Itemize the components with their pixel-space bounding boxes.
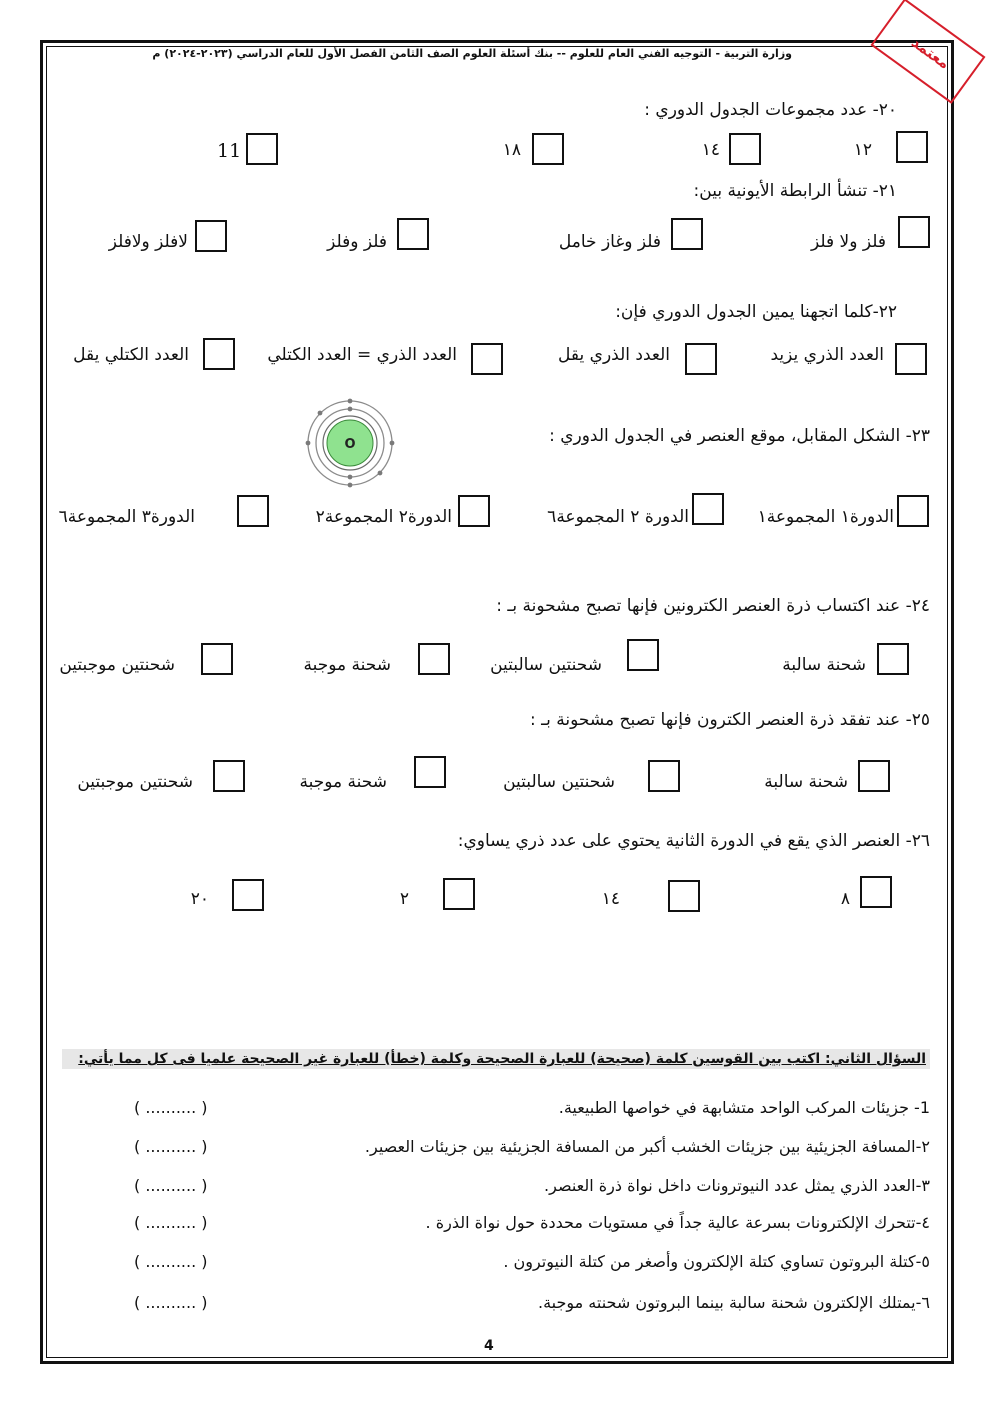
q25-option1-label: شحنة سالبة xyxy=(764,772,848,792)
q25-option3-checkbox[interactable] xyxy=(414,756,446,788)
statement-1-answer-blank[interactable]: ( .......... ) xyxy=(134,1098,208,1117)
q26-option2-label: ١٤ xyxy=(601,889,620,909)
statement-2-answer-blank[interactable]: ( .......... ) xyxy=(134,1137,208,1156)
q21-option3-label: فلز وفلز xyxy=(327,232,387,252)
question-26: ٢٦- العنصر الذي يقع في الدورة الثانية يحتوي على عدد ذري يساوي: xyxy=(457,831,930,851)
q24-option4-checkbox[interactable] xyxy=(201,643,233,675)
statement-3-answer-blank[interactable]: ( .......... ) xyxy=(134,1176,208,1195)
q23-option2-checkbox[interactable] xyxy=(692,493,724,525)
q23-option4-label: الدورة٣ المجموعة٦ xyxy=(58,507,195,527)
q24-option2-checkbox[interactable] xyxy=(627,639,659,671)
question-23: ٢٣- الشكل المقابل، موقع العنصر في الجدول الدوري : xyxy=(549,426,930,446)
q26-option3-label: ٢ xyxy=(399,889,409,909)
q25-option4-checkbox[interactable] xyxy=(213,760,245,792)
q22-option1-label: العدد الذري يزيد xyxy=(770,345,884,365)
page-number: 4 xyxy=(484,1338,494,1354)
q24-option3-checkbox[interactable] xyxy=(418,643,450,675)
q23-option1-label: الدورة١ المجموعة١ xyxy=(757,507,894,527)
q20-option3-checkbox[interactable] xyxy=(532,133,564,165)
q21-option1-checkbox[interactable] xyxy=(898,216,930,248)
statement-5: ٥-كتلة البروتون تساوي كتلة الإلكترون وأصغر من كتلة النيوترون . xyxy=(503,1252,930,1271)
q22-option2-label: العدد الذري يقل xyxy=(558,345,670,365)
q22-option4-checkbox[interactable] xyxy=(203,338,235,370)
question-20: ٢٠- عدد مجموعات الجدول الدوري : xyxy=(644,100,897,120)
q20-option2-checkbox[interactable] xyxy=(729,133,761,165)
q24-option1-checkbox[interactable] xyxy=(877,643,909,675)
statement-4-answer-blank[interactable]: ( .......... ) xyxy=(134,1213,208,1232)
electron xyxy=(318,411,323,416)
electron xyxy=(378,471,383,476)
statement-5-answer-blank[interactable]: ( .......... ) xyxy=(134,1252,208,1271)
electron xyxy=(348,475,353,480)
q20-option3-label: ١٨ xyxy=(502,140,521,160)
electron xyxy=(348,399,353,404)
q26-option3-checkbox[interactable] xyxy=(443,878,475,910)
statement-6: ٦-يمتلك الإلكترون شحنة سالبة بينما البروتون شحنته موجبة. xyxy=(538,1293,930,1312)
q24-option3-label: شحنة موجبة xyxy=(303,655,391,675)
q22-option1-checkbox[interactable] xyxy=(895,343,927,375)
q26-option4-checkbox[interactable] xyxy=(232,879,264,911)
question-21: ٢١- تنشأ الرابطة الأيونية بين: xyxy=(693,181,897,201)
q21-option1-label: فلز ولا فلز xyxy=(811,232,886,252)
q23-option1-checkbox[interactable] xyxy=(897,495,929,527)
atom-symbol: O xyxy=(344,437,356,452)
q22-option2-checkbox[interactable] xyxy=(685,343,717,375)
question-22: ٢٢-كلما اتجهنا يمين الجدول الدوري فإن: xyxy=(615,302,897,322)
q21-option4-label: لافلز ولافلز xyxy=(108,232,188,252)
q21-option2-label: فلز وغاز خامل xyxy=(558,232,661,252)
q22-option4-label: العدد الكتلي يقل xyxy=(73,345,189,365)
q20-option2-label: ١٤ xyxy=(701,140,720,160)
stamp-text: معتمد xyxy=(908,33,954,73)
q20-option1-label: ١٢ xyxy=(853,140,872,160)
electron xyxy=(348,483,353,488)
q25-option2-checkbox[interactable] xyxy=(648,760,680,792)
page-header: وزارة التربية - التوجيه الفني العام للعلوم -- بنك أسئلة العلوم الصف الثامن الفصل الأول للعام الدراسي (٢٠٢٣-٢٠٢٤) م xyxy=(152,47,792,60)
question-25: ٢٥- عند تفقد ذرة العنصر الكترون فإنها تصبح مشحونة بـ : xyxy=(530,710,930,730)
q23-option4-checkbox[interactable] xyxy=(237,495,269,527)
oxygen-atom-diagram xyxy=(304,397,396,489)
q21-option2-checkbox[interactable] xyxy=(671,218,703,250)
statement-1: 1- جزيئات المركب الواحد متشابهة في خواصها الطبيعية. xyxy=(558,1098,930,1117)
q23-option3-checkbox[interactable] xyxy=(458,495,490,527)
q22-option3-checkbox[interactable] xyxy=(471,343,503,375)
q25-option2-label: شحنتين سالبتين xyxy=(503,772,615,792)
q21-option4-checkbox[interactable] xyxy=(195,220,227,252)
statement-4: ٤-تتحرك الإلكترونات بسرعة عالية جداً في مستويات محددة حول نواة الذرة . xyxy=(425,1213,930,1232)
statement-6-answer-blank[interactable]: ( .......... ) xyxy=(134,1293,208,1312)
q21-option3-checkbox[interactable] xyxy=(397,218,429,250)
q24-option1-label: شحنة سالبة xyxy=(782,655,866,675)
q26-option1-checkbox[interactable] xyxy=(860,876,892,908)
statement-2: ٢-المسافة الجزيئية بين جزيئات الخشب أكبر من المسافة الجزيئية بين جزيئات العصير. xyxy=(364,1137,930,1156)
q24-option4-label: شحنتين موجبتين xyxy=(59,655,175,675)
q20-option4-label: 11 xyxy=(217,140,242,162)
q25-option1-checkbox[interactable] xyxy=(858,760,890,792)
q20-option1-checkbox[interactable] xyxy=(896,131,928,163)
electron xyxy=(390,441,395,446)
q25-option3-label: شحنة موجبة xyxy=(299,772,387,792)
question-24: ٢٤- عند اكتساب ذرة العنصر الكترونين فإنها تصبح مشحونة بـ : xyxy=(496,596,930,616)
q26-option1-label: ٨ xyxy=(840,889,850,909)
electron xyxy=(306,441,311,446)
q23-option2-label: الدورة ٢ المجموعة٦ xyxy=(547,507,689,527)
q23-option3-label: الدورة٢ المجموعة٢ xyxy=(315,507,452,527)
q26-option2-checkbox[interactable] xyxy=(668,880,700,912)
q22-option3-label: العدد الذري = العدد الكتلي xyxy=(267,345,457,365)
electron xyxy=(348,407,353,412)
q25-option4-label: شحنتين موجبتين xyxy=(77,772,193,792)
statement-3: ٣-العدد الذري يمثل عدد النيوترونات داخل نواة ذرة العنصر. xyxy=(544,1176,930,1195)
section-2-title: السؤال الثاني: اكتب بين القوسين كلمة (صحيحة) للعبارة الصحيحة وكلمة (خطأ) للعبارة غير الصحيحة علميا فى كل مما يأتي: xyxy=(62,1049,930,1069)
q20-option4-checkbox[interactable] xyxy=(246,133,278,165)
q26-option4-label: ٢٠ xyxy=(190,889,209,909)
q24-option2-label: شحنتين سالبتين xyxy=(490,655,602,675)
